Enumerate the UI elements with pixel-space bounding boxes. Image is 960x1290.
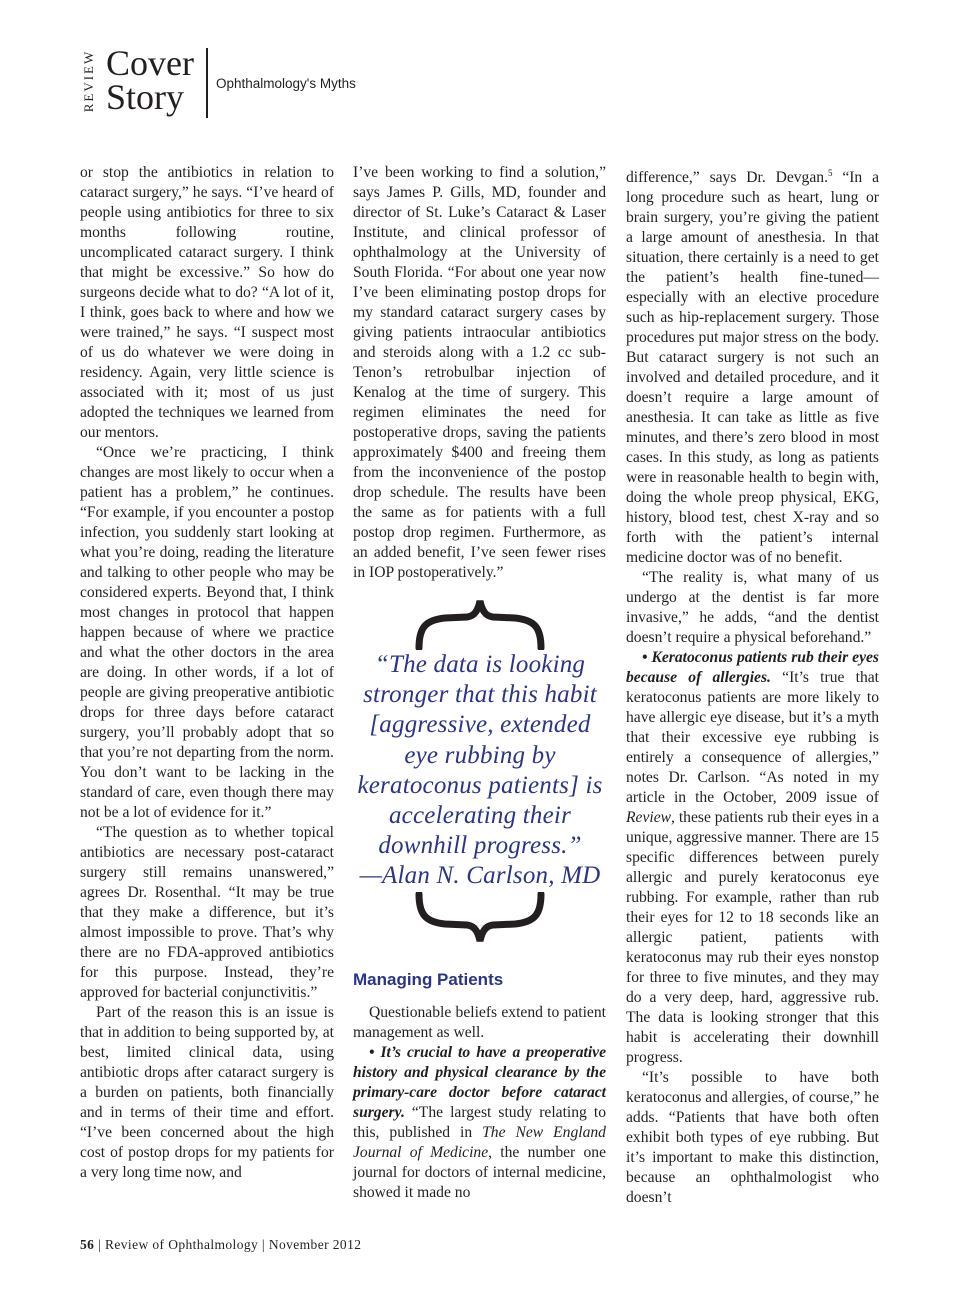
paragraph-text: “The largest study relating to this, published in xyxy=(353,1104,606,1141)
paragraph: or stop the antibiotics in relation to cataract surgery,” he says. “I’ve heard of people using antibiotics for three to six months following routine, uncomplicated cataract surgery. I think that might be excessive.” So how do surgeons decide what to do? “A lot of it, I think, goes back to where and how we were trained,” he says. “I suspect most of us do whatever we were doing in residency. Again, very little science is associated with it; most of us just adopted the techniques we learned from our mentors. xyxy=(80,164,334,441)
myth-lead: • Keratoconus patients rub their eyes because of allergies. xyxy=(626,649,879,687)
paragraph: “Once we’re practicing, I think changes are most likely to occur when a patient has a problem,” he continues. “For example, if you encounter a postop infection, you suddenly start looking at what you’re doing, reading the literature and talking to other people who may be considered experts. Beyond that, I think most changes in protocol that happen happen because of where we practice and what the other doctors in the area are doing. In other words, if a lot of people are giving preoperative antibiotic drops for three days before cataract surgery, you’ll probably adopt that so that you’re not departing from the norm. You don’t want to be lacking in the standard of care, even though there may not be a lot of evidence for it.” xyxy=(80,444,334,821)
top-brace-icon xyxy=(415,598,545,650)
paragraph-text: , the number one journal for doctors of internal medicine, showed it made no xyxy=(353,1144,606,1201)
journal-title: Review xyxy=(626,809,672,827)
paragraph xyxy=(626,163,879,568)
article-subtitle: Ophthalmology's Myths xyxy=(216,76,356,91)
section-tag-text: REVIEW xyxy=(81,49,96,113)
paragraph-text: , these patients rub their eyes in a unique, aggressive manner. There are 15 specific differences between purely allergic and purely keratoconus eye rubbing. For example, rather than rub their eyes for 12 to 18 seconds like an allergic patient, patients with keratoconus may rub their eyes nonstop for three to five minutes, and they may do a very deep, hard, aggressive rub. The data is looking stronger that this habit is accelerating their downhill progress. xyxy=(626,809,879,1067)
page-number: 56 xyxy=(80,1237,95,1252)
reference-marker: 5 xyxy=(827,168,833,178)
paragraph-text: “In a long procedure such as heart, lung or brain surgery, you’re giving the patient a large amount of anesthesia. In that situation, there certainly is a need to get the patient’s health fine-tuned—especially with an elective procedure such as hip-replacement surgery. Those procedures put major stress on the body. But cataract surgery is not such an involved and detailed procedure, and it doesn’t require a large amount of anesthesia. It can take as little as five minutes, and there’s zero blood in most cases. In this study, as long as patients were in reasonable health to begin with, doing the whole preop physical, EKG, history, blood test, chest X-ray and so forth with the patient’s internal medicine doctor was of no benefit. xyxy=(626,169,879,567)
issue-date: November 2012 xyxy=(268,1237,362,1252)
article-column-2-continued xyxy=(353,1003,606,1203)
paragraph xyxy=(626,648,879,1068)
masthead-divider xyxy=(206,48,208,118)
bottom-brace-icon xyxy=(415,892,545,944)
paragraph: “It’s possible to have both keratoconus and allergies, of course,” he adds. “Patients that have both often exhibit both types of eye rubbing. But it’s important to make this distinction, because an ophthalmologist who doesn’t xyxy=(626,1069,880,1207)
paragraph-text: “It’s true that keratoconus patients are more likely to have allergic eye disease, but it’s a myth that their excessive eye rubbing is entirely a consequence of allergies,” notes Dr. Carlson. “As noted in my article in the October, 2009 issue of xyxy=(626,669,880,807)
section-tag xyxy=(78,44,100,118)
pull-quote-attribution: —Alan N. Carlson, MD xyxy=(359,862,601,890)
journal-title: The New England Journal of Medicine xyxy=(353,1124,606,1161)
paragraph: “The reality is, what many of us undergo at the dentist is far more invasive,” he adds, “and the dentist doesn’t require a physical beforehand.” xyxy=(626,569,879,647)
pull-quote-text xyxy=(352,650,608,892)
paragraph: “The question as to whether topical antibiotics are necessary post-cataract surgery still remains unanswered,” agrees Dr. Rosenthal. “It may be true that they make a difference, but it’s almost impossible to prove. That’s why there are no FDA-approved antibiotics for this purpose. Instead, they’re approved for bacterial conjunctivitis.” xyxy=(80,824,334,1001)
section-title-line1: Cover xyxy=(106,43,194,83)
pull-quote-body: “The data is looking stronger that this habit [aggressive, extended eye rubbing by keratoconus patients] is accelerating their downhill progress.” xyxy=(357,651,603,860)
article-column-3 xyxy=(626,163,879,1208)
paragraph: Questionable beliefs extend to patient management as well. xyxy=(353,1004,606,1041)
myth-lead: • It’s crucial to have a preoperative history and physical clearance by the primary-care doctor before cataract surgery. xyxy=(353,1044,606,1121)
pull-quote xyxy=(352,598,608,944)
publication-name: Review of Ophthalmology xyxy=(104,1237,259,1252)
paragraph-text: difference,” says Dr. Devgan. xyxy=(626,169,828,187)
section-title-line2: Story xyxy=(106,77,185,117)
article-column-1 xyxy=(80,163,334,1183)
article-column-2 xyxy=(353,163,606,583)
section-title xyxy=(106,43,194,117)
paragraph: I’ve been working to find a solution,” says James P. Gills, MD, founder and director of St. Luke’s Cataract & Laser Institute, and clinical professor of ophthalmology at the University of South Florida. “For about one year now I’ve been eliminating postop drops for my standard cataract surgery cases by giving patients intraocular antibiotics and steroids along with a 1.2 cc sub-Tenon’s retrobulbar injection of Kenalog at the time of surgery. This regimen eliminates the need for postoperative drops, saving the patients approximately $400 and freeing them from the inconvenience of the postop drop schedule. The results have been the same as for patients with a full postop drop regimen. Furthermore, as an added benefit, I’ve seen fewer rises in IOP postoperatively.” xyxy=(353,164,606,581)
section-heading: Managing Patients xyxy=(353,970,504,989)
paragraph: Part of the reason this is an issue is that in addition to being supported by, at best, limited clinical data, using antibiotic drops after cataract surgery is a burden on patients, both financially and in terms of their time and effort. “I’ve been concerned about the high cost of postop drops for my patients for a very long time now, and xyxy=(80,1004,334,1181)
paragraph xyxy=(353,1043,606,1203)
page-footer: 56 | Review of Ophthalmology | November 2012 xyxy=(80,1237,362,1252)
